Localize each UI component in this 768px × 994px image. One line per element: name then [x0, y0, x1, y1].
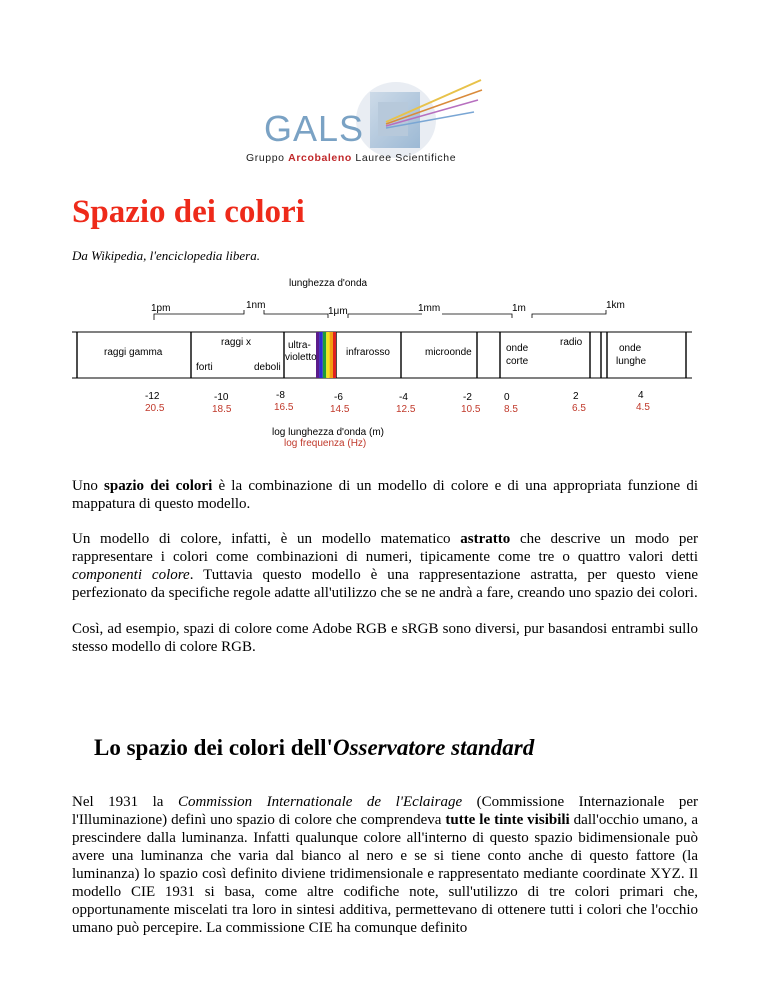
paragraph-cie-1931: Nel 1931 la Commission Internationale de l'Eclairage (Commissione Internazionale per l'Illuminazione) definì uno spazio di colore che comprendeva tutte le tinte visibili dall'occhio umano, a prescindere dalla luminanza. Infatti qualunque colore all'interno di questo spazio bidimensionale può avere una luminanza che varia dal bianco al nero e se si tiene conto anche di questo fattore (la luminanza) lo spazio così definito diviene tridimensionale e rappresentato mediante coordinate XYZ. Il modello CIE 1931 si basa, come altre codifiche note, sull'utilizzo di tre colori primari che, opportunamente miscelati tra loro in sintesi additiva, permettevano di ottenere tutti i colori che l'occhio umano può percepire. La commissione CIE ha comunque definito — [72, 794, 699, 936]
log-freq-6: 10.5 — [461, 404, 481, 415]
paragraph-definition: Uno spazio dei colori è la combinazione di un modello di colore e di una appropriata funzione di mappatura di questo modello. — [72, 478, 698, 512]
mark-1m: 1m — [512, 303, 526, 314]
log-wl-1: -12 — [145, 391, 160, 402]
band-uv-1: ultra- — [288, 340, 311, 351]
section-heading: Lo spazio dei colori dell'Osservatore standard — [94, 735, 535, 760]
log-freq-9: 4.5 — [636, 402, 650, 413]
page-title: Spazio dei colori — [72, 194, 305, 230]
logo-subtitle: Gruppo Arcobaleno Lauree Scientifiche — [246, 152, 457, 164]
mark-1mm: 1mm — [418, 303, 441, 314]
log-freq-3: 16.5 — [274, 402, 294, 413]
axis-log-frequency: log frequenza (Hz) — [284, 438, 367, 449]
log-freq-7: 8.5 — [504, 404, 518, 415]
paragraph-example: Così, ad esempio, spazi di colore come Adobe RGB e sRGB sono diversi, pur basandosi entrambi sullo stesso modello di colore RGB. — [72, 621, 698, 655]
band-long-1: onde — [619, 343, 642, 354]
page-subtitle: Da Wikipedia, l'enciclopedia libera. — [72, 248, 260, 263]
band-gamma: raggi gamma — [104, 347, 163, 358]
mark-1um: 1μm — [328, 306, 348, 317]
band-xray-strong: forti — [196, 362, 213, 373]
prism-icon — [356, 72, 486, 162]
band-microwave: microonde — [425, 347, 472, 358]
log-freq-2: 18.5 — [212, 404, 232, 415]
band-xray: raggi x — [221, 337, 252, 348]
mark-1pm: 1pm — [151, 303, 171, 314]
log-freq-4: 14.5 — [330, 404, 350, 415]
band-radio: radio — [560, 337, 583, 348]
log-wl-5: -4 — [399, 392, 408, 403]
electromagnetic-spectrum-diagram — [66, 274, 696, 450]
band-infrared: infrarosso — [346, 347, 390, 358]
band-short-1: onde — [506, 343, 529, 354]
log-wl-4: -6 — [334, 392, 343, 403]
band-uv-2: violetto — [285, 352, 317, 363]
log-freq-1: 20.5 — [145, 403, 165, 414]
band-short-2: corte — [506, 356, 529, 367]
log-wl-7: 0 — [504, 392, 510, 403]
logo-text: GALS — [264, 108, 365, 149]
log-wl-2: -10 — [214, 392, 229, 403]
visible-light-band — [316, 332, 336, 378]
log-freq-5: 12.5 — [396, 404, 416, 415]
mark-1nm: 1nm — [246, 300, 266, 311]
spectrum-header: lunghezza d'onda — [289, 278, 368, 289]
axis-log-wavelength: log lunghezza d'onda (m) — [272, 427, 384, 438]
log-wl-9: 4 — [638, 390, 644, 401]
mark-1km: 1km — [606, 300, 625, 311]
log-wl-8: 2 — [573, 391, 579, 402]
band-long-2: lunghe — [616, 356, 647, 367]
log-wl-3: -8 — [276, 390, 285, 401]
gals-logo — [240, 64, 640, 174]
band-xray-weak: deboli — [254, 362, 281, 373]
paragraph-color-model: Un modello di colore, infatti, è un modello matematico astratto che descrive un modo per rappresentare i colori come combinazioni di numeri, tipicamente come tre o quattro valori detti componenti colore. Tuttavia questo modello è una rappresentazione astratta, per questo viene perfezionato da specifiche regole adatte all'utilizzo che se ne andrà a fare, creando uno spazio dei colori. — [72, 531, 699, 601]
log-freq-8: 6.5 — [572, 403, 586, 414]
log-wl-6: -2 — [463, 392, 472, 403]
